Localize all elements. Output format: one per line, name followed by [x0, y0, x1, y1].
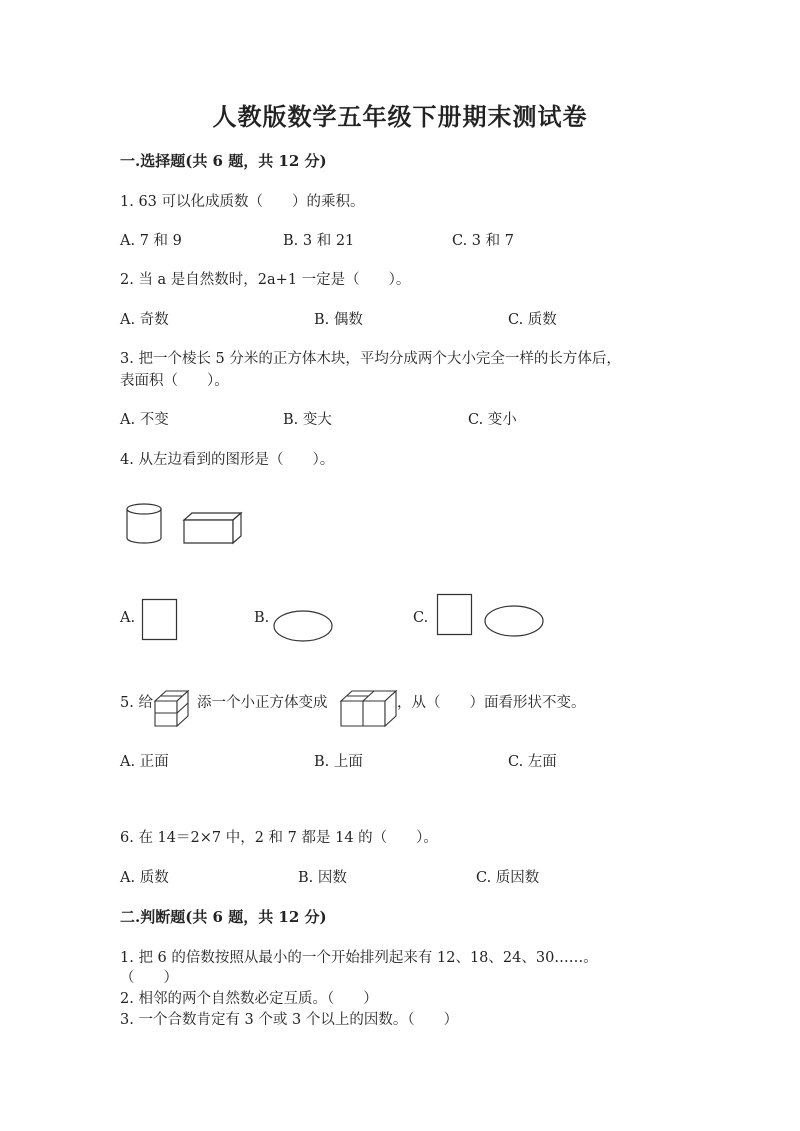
q5-option-c: C. 左面 [508, 754, 557, 770]
q3-option-c: C. 变小 [468, 412, 517, 428]
q4-figure-cylinder-cuboid [124, 502, 244, 548]
tf-question-2: 2. 相邻的两个自然数必定互质。（ ） [120, 991, 378, 1007]
page-title: 人教版数学五年级下册期末测试卷 [212, 102, 588, 131]
q5-figure-two-cubes [154, 688, 194, 728]
question-2: 2. 当 a 是自然数时，2a+1 一定是（ ）。 [120, 272, 411, 288]
q4-option-c-rectangle-ellipse-shapes [437, 594, 547, 638]
tf-question-1-line2: （ ） [120, 970, 178, 986]
q4-option-c-label: C. [413, 610, 429, 626]
question-5-part2: 添一个小正方体变成 [197, 695, 328, 711]
q1-option-c: C. 3 和 7 [452, 233, 514, 249]
question-5-part3: ，从（ ）面看形状不变。 [397, 695, 586, 711]
q2-option-b: B. 偶数 [314, 312, 363, 328]
q6-option-c: C. 质因数 [476, 870, 540, 886]
q4-option-b-ellipse-shape [273, 609, 335, 643]
question-4: 4. 从左边看到的图形是（ ）。 [120, 452, 335, 468]
question-1: 1. 63 可以化成质数（ ）的乘积。 [120, 194, 365, 210]
question-5-part1: 5. 给 [120, 695, 153, 711]
q1-option-b: B. 3 和 21 [283, 233, 355, 249]
q5-option-b: B. 上面 [314, 754, 363, 770]
question-3-line2: 表面积（ ）。 [120, 373, 229, 389]
q2-option-a: A. 奇数 [120, 312, 169, 328]
section-heading-true-false: 二.判断题(共 6 题，共 12 分) [120, 908, 327, 926]
q1-option-a: A. 7 和 9 [120, 233, 182, 249]
question-3-line1: 3. 把一个棱长 5 分米的正方体木块，平均分成两个大小完全一样的长方体后， [120, 351, 621, 367]
section-heading-choice: 一.选择题(共 6 题，共 12 分) [120, 152, 327, 170]
question-6: 6. 在 14＝2×7 中，2 和 7 都是 14 的（ ）。 [120, 830, 438, 846]
tf-question-1-line1: 1. 把 6 的倍数按照从最小的一个开始排列起来有 12、18、24、30……。 [120, 950, 598, 966]
q6-option-b: B. 因数 [298, 870, 347, 886]
q6-option-a: A. 质数 [120, 870, 169, 886]
q3-option-b: B. 变大 [283, 412, 332, 428]
q2-option-c: C. 质数 [508, 312, 557, 328]
q3-option-a: A. 不变 [120, 412, 169, 428]
q4-option-a-rectangle-shape [142, 599, 178, 641]
q4-option-a-label: A. [120, 610, 136, 626]
tf-question-3: 3. 一个合数肯定有 3 个或 3 个以上的因数。（ ） [120, 1012, 459, 1028]
q4-option-b-label: B. [254, 610, 270, 626]
q5-figure-three-cubes [340, 688, 396, 728]
q5-option-a: A. 正面 [120, 754, 169, 770]
